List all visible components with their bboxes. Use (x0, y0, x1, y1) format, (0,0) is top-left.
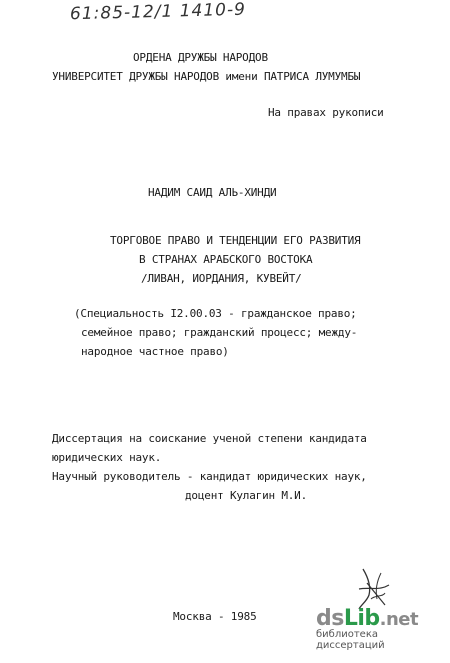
handwritten-catalog-code: 61:85-12/1 1410-9 (69, 0, 247, 25)
specialty-line-2: семейное право; гражданский процесс; между- (81, 326, 358, 339)
header-line-1: ОРДЕНА ДРУЖБЫ НАРОДОВ (133, 51, 268, 64)
dissertation-line-1: Диссертация на соискание ученой степени кандидата (52, 432, 367, 445)
watermark-subtitle: библиотека диссертаций (316, 629, 385, 651)
author-name: НАДИМ САИД АЛЬ-ХИНДИ (148, 186, 277, 199)
title-line-3: /ЛИВАН, ИОРДАНИЯ, КУВЕЙТ/ (141, 272, 302, 285)
dissertation-line-2: юридических наук. (52, 451, 162, 464)
rights-notice: На правах рукописи (268, 106, 384, 119)
title-line-2: В СТРАНАХ АРАБСКОГО ВОСТОКА (139, 253, 313, 266)
supervisor-line: Научный руководитель - кандидат юридических наук, (52, 470, 367, 483)
title-line-1: ТОРГОВОЕ ПРАВО И ТЕНДЕНЦИИ ЕГО РАЗВИТИЯ (110, 234, 361, 247)
city-year: Москва - 1985 (173, 610, 257, 623)
specialty-line-1: (Специальность I2.00.03 - гражданское право; (74, 307, 357, 320)
supervisor-name: доцент Кулагин М.И. (185, 489, 308, 502)
specialty-line-3: народное частное право) (81, 345, 229, 358)
watermark (316, 606, 436, 651)
header-line-2: УНИВЕРСИТЕТ ДРУЖБЫ НАРОДОВ имени ПАТРИСА ЛУМУМБЫ (52, 70, 361, 83)
watermark-logo: dsLib.net (316, 606, 419, 631)
